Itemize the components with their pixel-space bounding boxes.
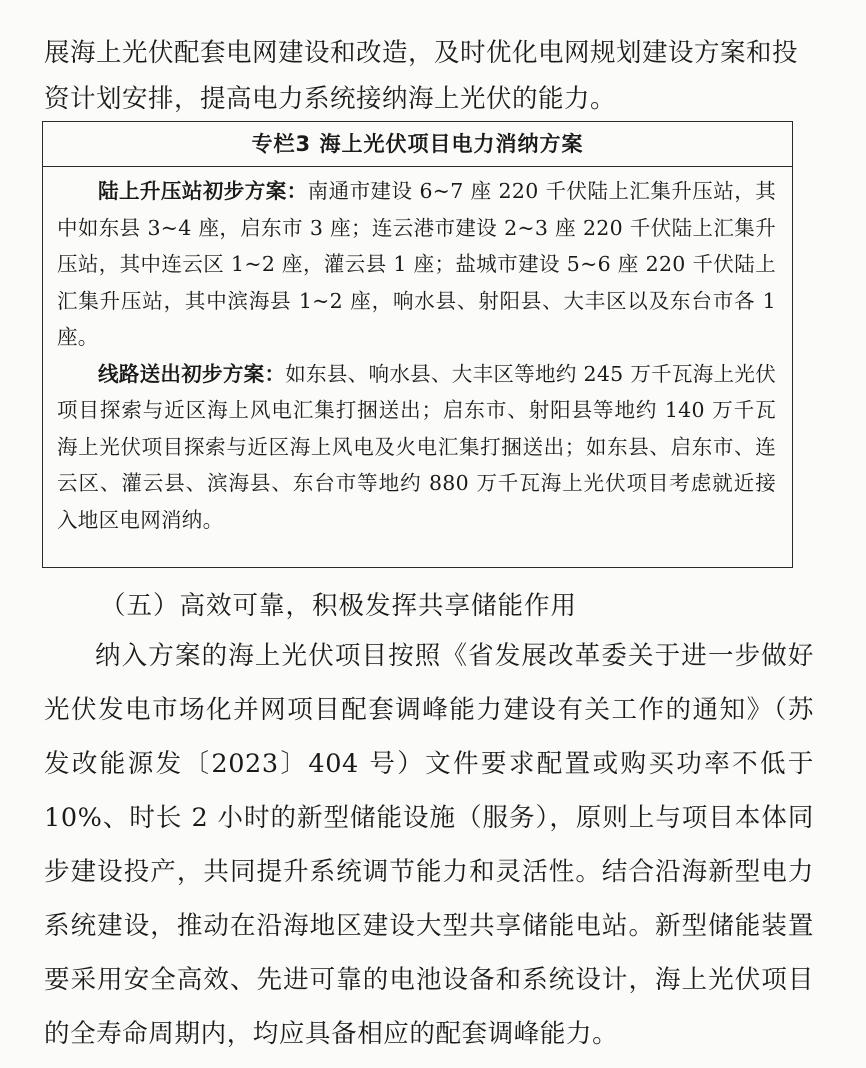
substation-plan: [57, 173, 776, 356]
column-box: [42, 121, 793, 568]
top-paragraph: 展海上光伏配套电网建设和改造，及时优化电网规划建设方案和投资计划安排，提高电力系统接纳海上光伏的能力。: [44, 38, 799, 114]
transmission-plan-label: 线路送出初步方案：: [98, 361, 286, 386]
transmission-plan-text: 如东县、响水县、大丰区等地约 245 万千瓦海上光伏项目探索与近区海上风电汇集打捆送出；启东市、射阳县等地约 140 万千瓦海上光伏项目探索与近区海上风电及火电汇集打捆送出；如东县、启东市、连云区、灌云县、滨海县、东台市等地约 880 万千瓦海上光伏项目考虑就近接入地区电网消纳。: [57, 361, 776, 532]
column-box-title: 专栏3 海上光伏项目电力消纳方案: [43, 122, 792, 167]
main-paragraph: 纳入方案的海上光伏项目按照《省发展改革委关于进一步做好光伏发电市场化并网项目配套调峰能力建设有关工作的通知》（苏发改能源发〔2023〕404 号）文件要求配置或购买功率不低于 10%、时长 2 小时的新型储能设施（服务），原则上与项目本体同步建设投产，共同提升系统调节能力和灵活性。结合沿海新型电力系统建设，推动在沿海地区建设大型共享储能电站。新型储能装置要采用安全高效、先进可靠的电池设备和系统设计，海上光伏项目的全寿命周期内，均应具备相应的配套调峰能力。: [44, 641, 814, 1049]
section-heading: （五）高效可靠，积极发挥共享储能作用: [100, 591, 578, 621]
substation-plan-label: 陆上升压站初步方案：: [98, 179, 308, 203]
column-box-body: [43, 167, 792, 538]
substation-plan-text: 南通市建设 6~7 座 220 千伏陆上汇集升压站，其中如东县 3~4 座，启东市 3 座；连云港市建设 2~3 座 220 千伏陆上汇集升压站，其中连云区 1~2 座，灌云县 1 座；盐城市建设 5~6 座 220 千伏陆上汇集升压站，其中滨海县 1~2 座，响水县、射阳县、大丰区以及东台市各 1 座。: [57, 179, 777, 349]
transmission-plan: [57, 356, 776, 539]
